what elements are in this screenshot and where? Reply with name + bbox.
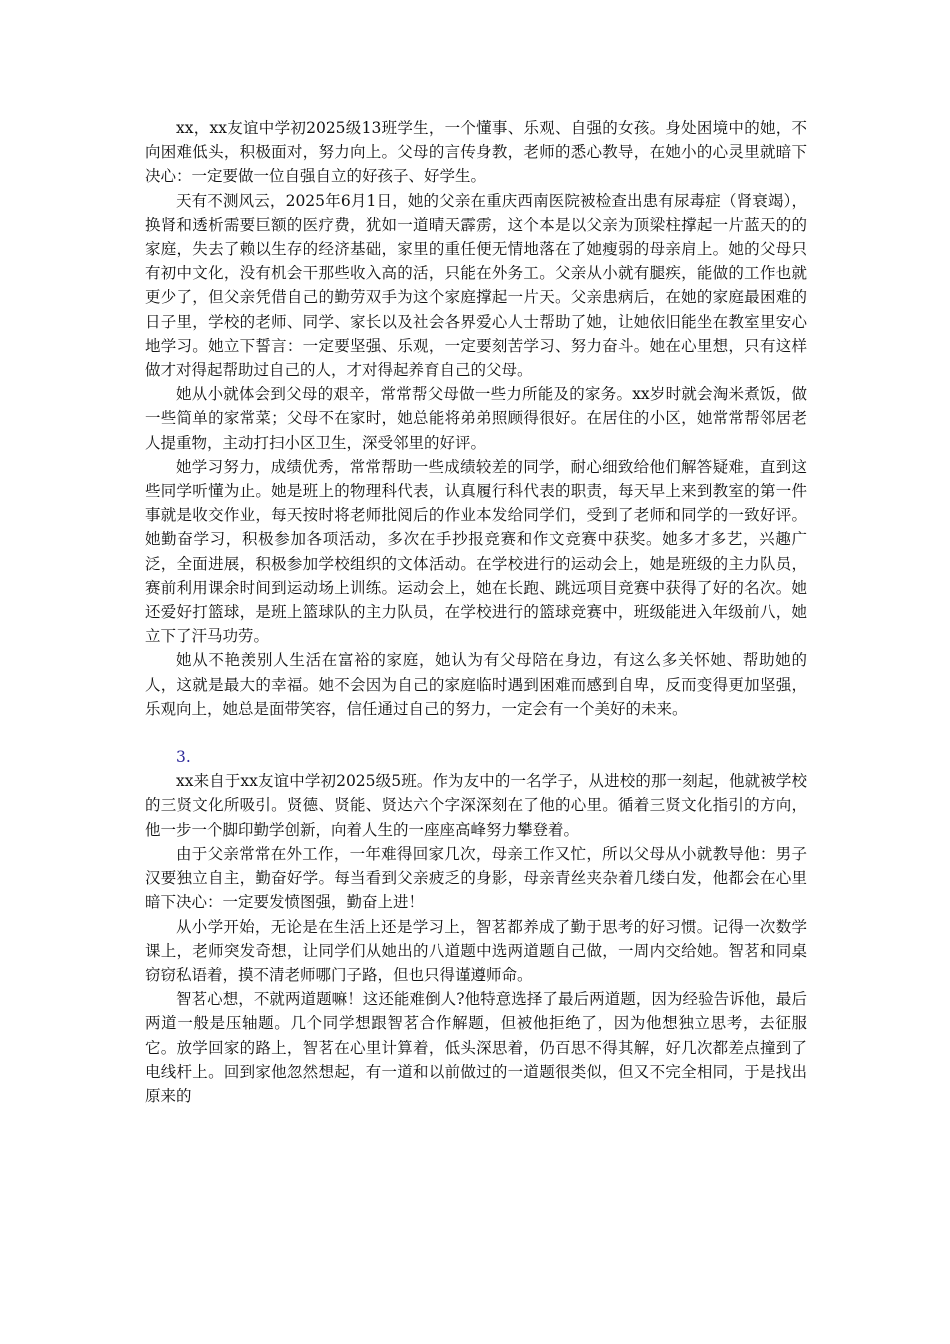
paragraph-optimism: 她从不艳羡别人生活在富裕的家庭，她认为有父母陪在身边，有这么多关怀她、帮助她的人，这就是最大的幸福。她不会因为自己的家庭临时遇到困难而感到自卑，反而变得更加坚强，乐观向上，她总是面带笑容，信任通过自己的努力，一定会有一个美好的未来。 bbox=[145, 651, 807, 718]
paragraph-self-reliant-girl-intro: xx，xx友谊中学初2025级13班学生，一个懂事、乐观、自强的女孩。身处困境中的她，不向困难低头，积极面对，努力向上。父母的言传身教，老师的悉心教导，在她小的心灵里就暗下决心：一定要做一位自强自立的好孩子、好学生。 bbox=[145, 119, 807, 186]
paragraph-study-and-activities: 她学习努力，成绩优秀，常常帮助一些成绩较差的同学，耐心细致给他们解答疑难，直到这些同学听懂为止。她是班上的物理科代表，认真履行科代表的职责，每天早上来到教室的第一件事就是收交作业，每天按时将老师批阅后的作业本发给同学们，受到了老师和同学的一致好评。她勤奋学习，积极参加各项活动，多次在手抄报竞赛和作文竞赛中获奖。她多才多艺，兴趣广泛，全面进展，积极参加学校组织的文体活动。在学校进行的运动会上，她是班级的主力队员，赛前利用课余时间到运动场上训练。运动会上，她在长跑、跳远项目竞赛中获得了好的名次。她还爱好打篮球，是班上篮球队的主力队员，在学校进行的篮球竞赛中，班级能进入年级前八，她立下了汗马功劳。 bbox=[145, 457, 807, 646]
document-page bbox=[145, 116, 807, 1108]
paragraph-thinking-habit: 从小学开始，无论是在生活上还是学习上，智茗都养成了勤于思考的好习惯。记得一次数学课上，老师突发奇想，让同学们从她出的八道题中选两道题自己做，一周内交给她。智茗和同桌窃窃私语着，摸不清老师哪门子路，但也只得谨遵师命。 bbox=[145, 917, 807, 984]
paragraph-solving-problems: 智茗心想，不就两道题嘛！这还能难倒人?他特意选择了最后两道题，因为经验告诉他，最后两道一般是压轴题。几个同学想跟智茗合作解题，但被他拒绝了，因为他想独立思考，去征服它。放学回家的路上，智茗在心里计算着，低头深思着，仍百思不得其解，好几次都差点撞到了电线杆上。回到家他忽然想起，有一道和以前做过的一道题很类似，但又不完全相同，于是找出原来的 bbox=[145, 990, 807, 1105]
paragraph-household-chores: 她从小就体会到父母的艰辛，常常帮父母做一些力所能及的家务。xx岁时就会淘米煮饭，做一些简单的家常菜；父母不在家时，她总能将弟弟照顾得很好。在居住的小区，她常常帮邻居老人提重物，主动打扫小区卫生，深受邻里的好评。 bbox=[145, 385, 807, 452]
paragraph-parents-teaching: 由于父亲常常在外工作，一年难得回家几次，母亲工作又忙，所以父母从小就教导他：男子汉要独立自主，勤奋好学。每当看到父亲疲乏的身影，母亲青丝夹杂着几缕白发，他都会在心里暗下决心：一定要发愤图强，勤奋上进！ bbox=[145, 844, 807, 912]
paragraph-father-illness: 天有不测风云，2025年6月1日，她的父亲在重庆西南医院被检查出患有尿毒症（肾衰竭），换肾和透析需要巨额的医疗费，犹如一道晴天霹雳，这个本是以父亲为顶梁柱撑起一片蓝天的的家庭，失去了赖以生存的经济基础，家里的重任便无情地落在了她瘦弱的母亲肩上。她的父母只有初中文化，没有机会干那些收入高的活，只能在外务工。父亲从小就有腿疾，能做的工作也就更少了，但父亲凭借自己的勤劳双手为这个家庭撑起一片天。父亲患病后，在她的家庭最困难的日子里，学校的老师、同学、家长以及社会各界爱心人士帮助了她，让她依旧能坐在教室里安心地学习。她立下誓言：一定要坚强、乐观，一定要刻苦学习、努力奋斗。她在心里想，只有这样做才对得起帮助过自己的人，才对得起养育自己的父母。 bbox=[145, 191, 807, 380]
paragraph-student-intro: xx来自于xx友谊中学初2025级5班。作为友中的一名学子，从进校的那一刻起，他就被学校的三贤文化所吸引。贤德、贤能、贤达六个字深深刻在了他的心里。循着三贤文化指引的方向，他一步一个脚印勤学创新，向着人生的一座座高峰努力攀登着。 bbox=[145, 772, 807, 839]
section-number: 3. bbox=[176, 748, 191, 767]
